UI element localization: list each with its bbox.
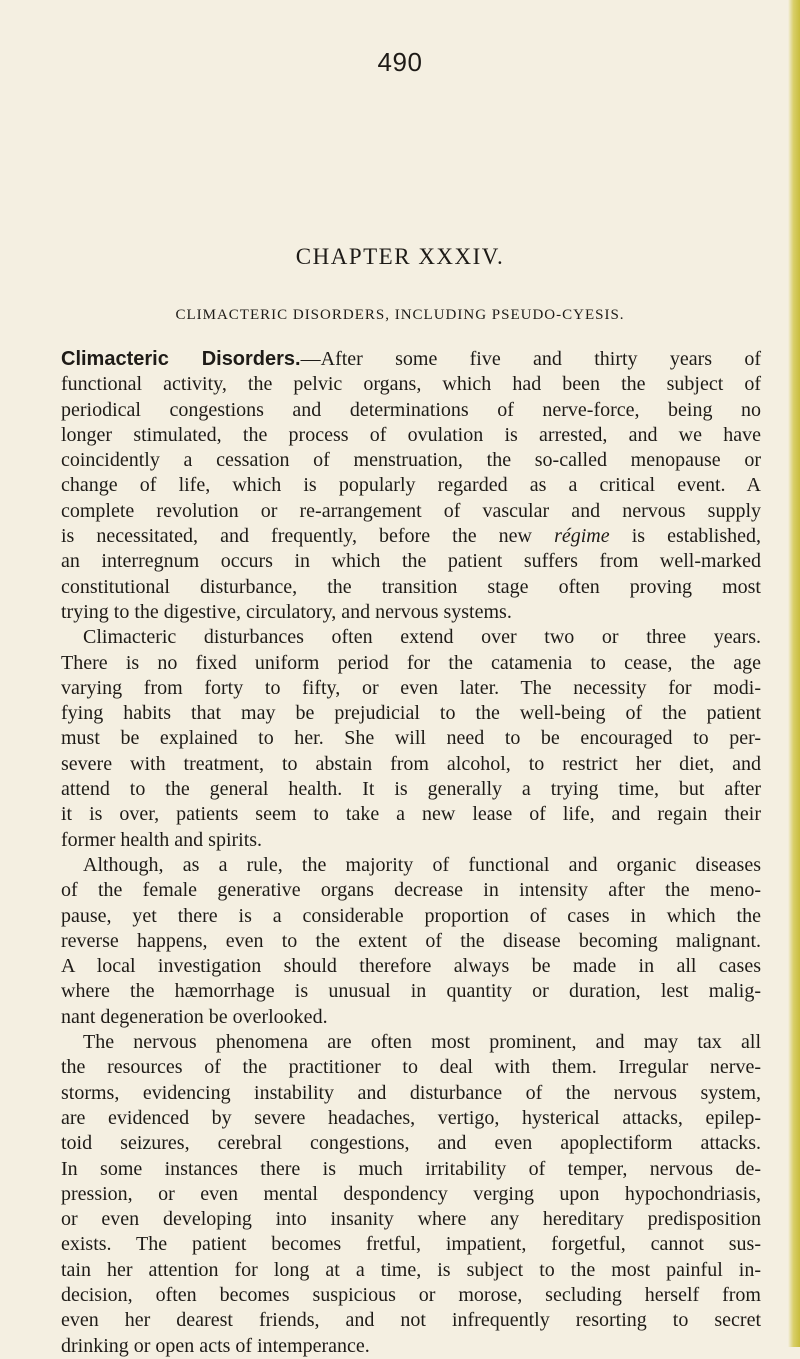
text-line: trying to the digestive, circulatory, and nervous systems.	[61, 600, 512, 623]
text-line: it is over, patients seem to take a new lease of life, and regain their	[61, 803, 761, 826]
page-edge	[788, 0, 800, 1347]
text-line: pression, or even mental despondency verging upon hypochondriasis,	[61, 1182, 761, 1205]
text-line: complete revolution or re-arrangement of vascular and nervous supply	[61, 499, 761, 522]
text-line: pause, yet there is a considerable proportion of cases in which the	[61, 904, 761, 927]
text-line: reverse happens, even to the extent of the disease becoming malignant.	[61, 929, 761, 952]
text-line: are evidenced by severe headaches, vertigo, hysterical attacks, epilep-	[61, 1106, 761, 1129]
text-line: decision, often becomes suspicious or morose, secluding herself from	[61, 1283, 761, 1306]
text-line: periodical congestions and determinations of nerve-force, being no	[61, 398, 761, 421]
text-line: storms, evidencing instability and disturbance of the nervous system,	[61, 1081, 761, 1104]
run-in-heading: Climacteric Disorders.	[61, 348, 301, 370]
text-line: In some instances there is much irritability of temper, nervous de-	[61, 1157, 761, 1180]
body-text	[61, 347, 761, 1359]
text-line: Climacteric disturbances often extend over two or three years.	[83, 626, 761, 649]
text-line: where the hæmorrhage is unusual in quantity or duration, lest malig-	[61, 980, 761, 1003]
text-line: coincidently a cessation of menstruation, the so-called menopause or	[61, 449, 761, 472]
text-line: Climacteric Disorders.—After some five and thirty years of	[61, 348, 761, 370]
text-line: The nervous phenomena are often most prominent, and may tax all	[83, 1031, 761, 1054]
text-line: attend to the general health. It is generally a trying time, but after	[61, 778, 761, 801]
text-line: fying habits that may be prejudicial to the well-being of the patient	[61, 702, 761, 725]
text-line: nant degeneration be overlooked.	[61, 1005, 328, 1028]
text-line: tain her attention for long at a time, is subject to the most painful in-	[61, 1258, 761, 1281]
text-line: toid seizures, cerebral congestions, and even apoplectiform attacks.	[61, 1132, 761, 1155]
text-line: drinking or open acts of intemperance.	[61, 1334, 370, 1357]
text-line: functional activity, the pelvic organs, which had been the subject of	[61, 373, 761, 396]
text-line: A local investigation should therefore always be made in all cases	[61, 955, 761, 978]
chapter-subtitle: CLIMACTERIC DISORDERS, INCLUDING PSEUDO-CYESIS.	[175, 307, 625, 323]
text-line: an interregnum occurs in which the patient suffers from well-marked	[61, 550, 761, 573]
text-line: must be explained to her. She will need to be encouraged to per-	[61, 727, 761, 750]
text-line: severe with treatment, to abstain from alcohol, to restrict her diet, and	[61, 752, 761, 775]
text-line: Although, as a rule, the majority of functional and organic diseases	[83, 853, 761, 876]
text-line: longer stimulated, the process of ovulation is arrested, and we have	[61, 423, 761, 446]
text-line: constitutional disturbance, the transition stage often proving most	[61, 575, 761, 598]
paragraph-climacteric-disorders	[61, 347, 761, 625]
text-line: There is no fixed uniform period for the catamenia to cease, the age	[61, 651, 761, 674]
page-number: 490	[377, 47, 423, 77]
text-line: even her dearest friends, and not infrequently resorting to secret	[61, 1309, 761, 1332]
paragraph-organic-diseases	[61, 853, 761, 1030]
text-line: or even developing into insanity where any hereditary predisposition	[61, 1208, 761, 1231]
text-line: change of life, which is popularly regarded as a critical event. A	[61, 474, 761, 497]
paragraph-climacteric-disturbances	[61, 625, 761, 853]
italic-term: régime	[554, 525, 610, 548]
text-line: the resources of the practitioner to deal with them. Irregular nerve-	[61, 1056, 761, 1079]
text-line: is necessitated, and frequently, before the new régime is established,	[61, 525, 762, 548]
text-line: former health and spirits.	[61, 828, 263, 851]
text-line: of the female generative organs decrease in intensity after the meno-	[61, 879, 761, 902]
chapter-title: CHAPTER XXXIV.	[295, 244, 505, 269]
paragraph-nervous-phenomena	[61, 1030, 761, 1359]
text-line: exists. The patient becomes fretful, impatient, forgetful, cannot sus-	[61, 1233, 761, 1256]
text-line: varying from forty to fifty, or even later. The necessity for modi-	[61, 676, 761, 699]
